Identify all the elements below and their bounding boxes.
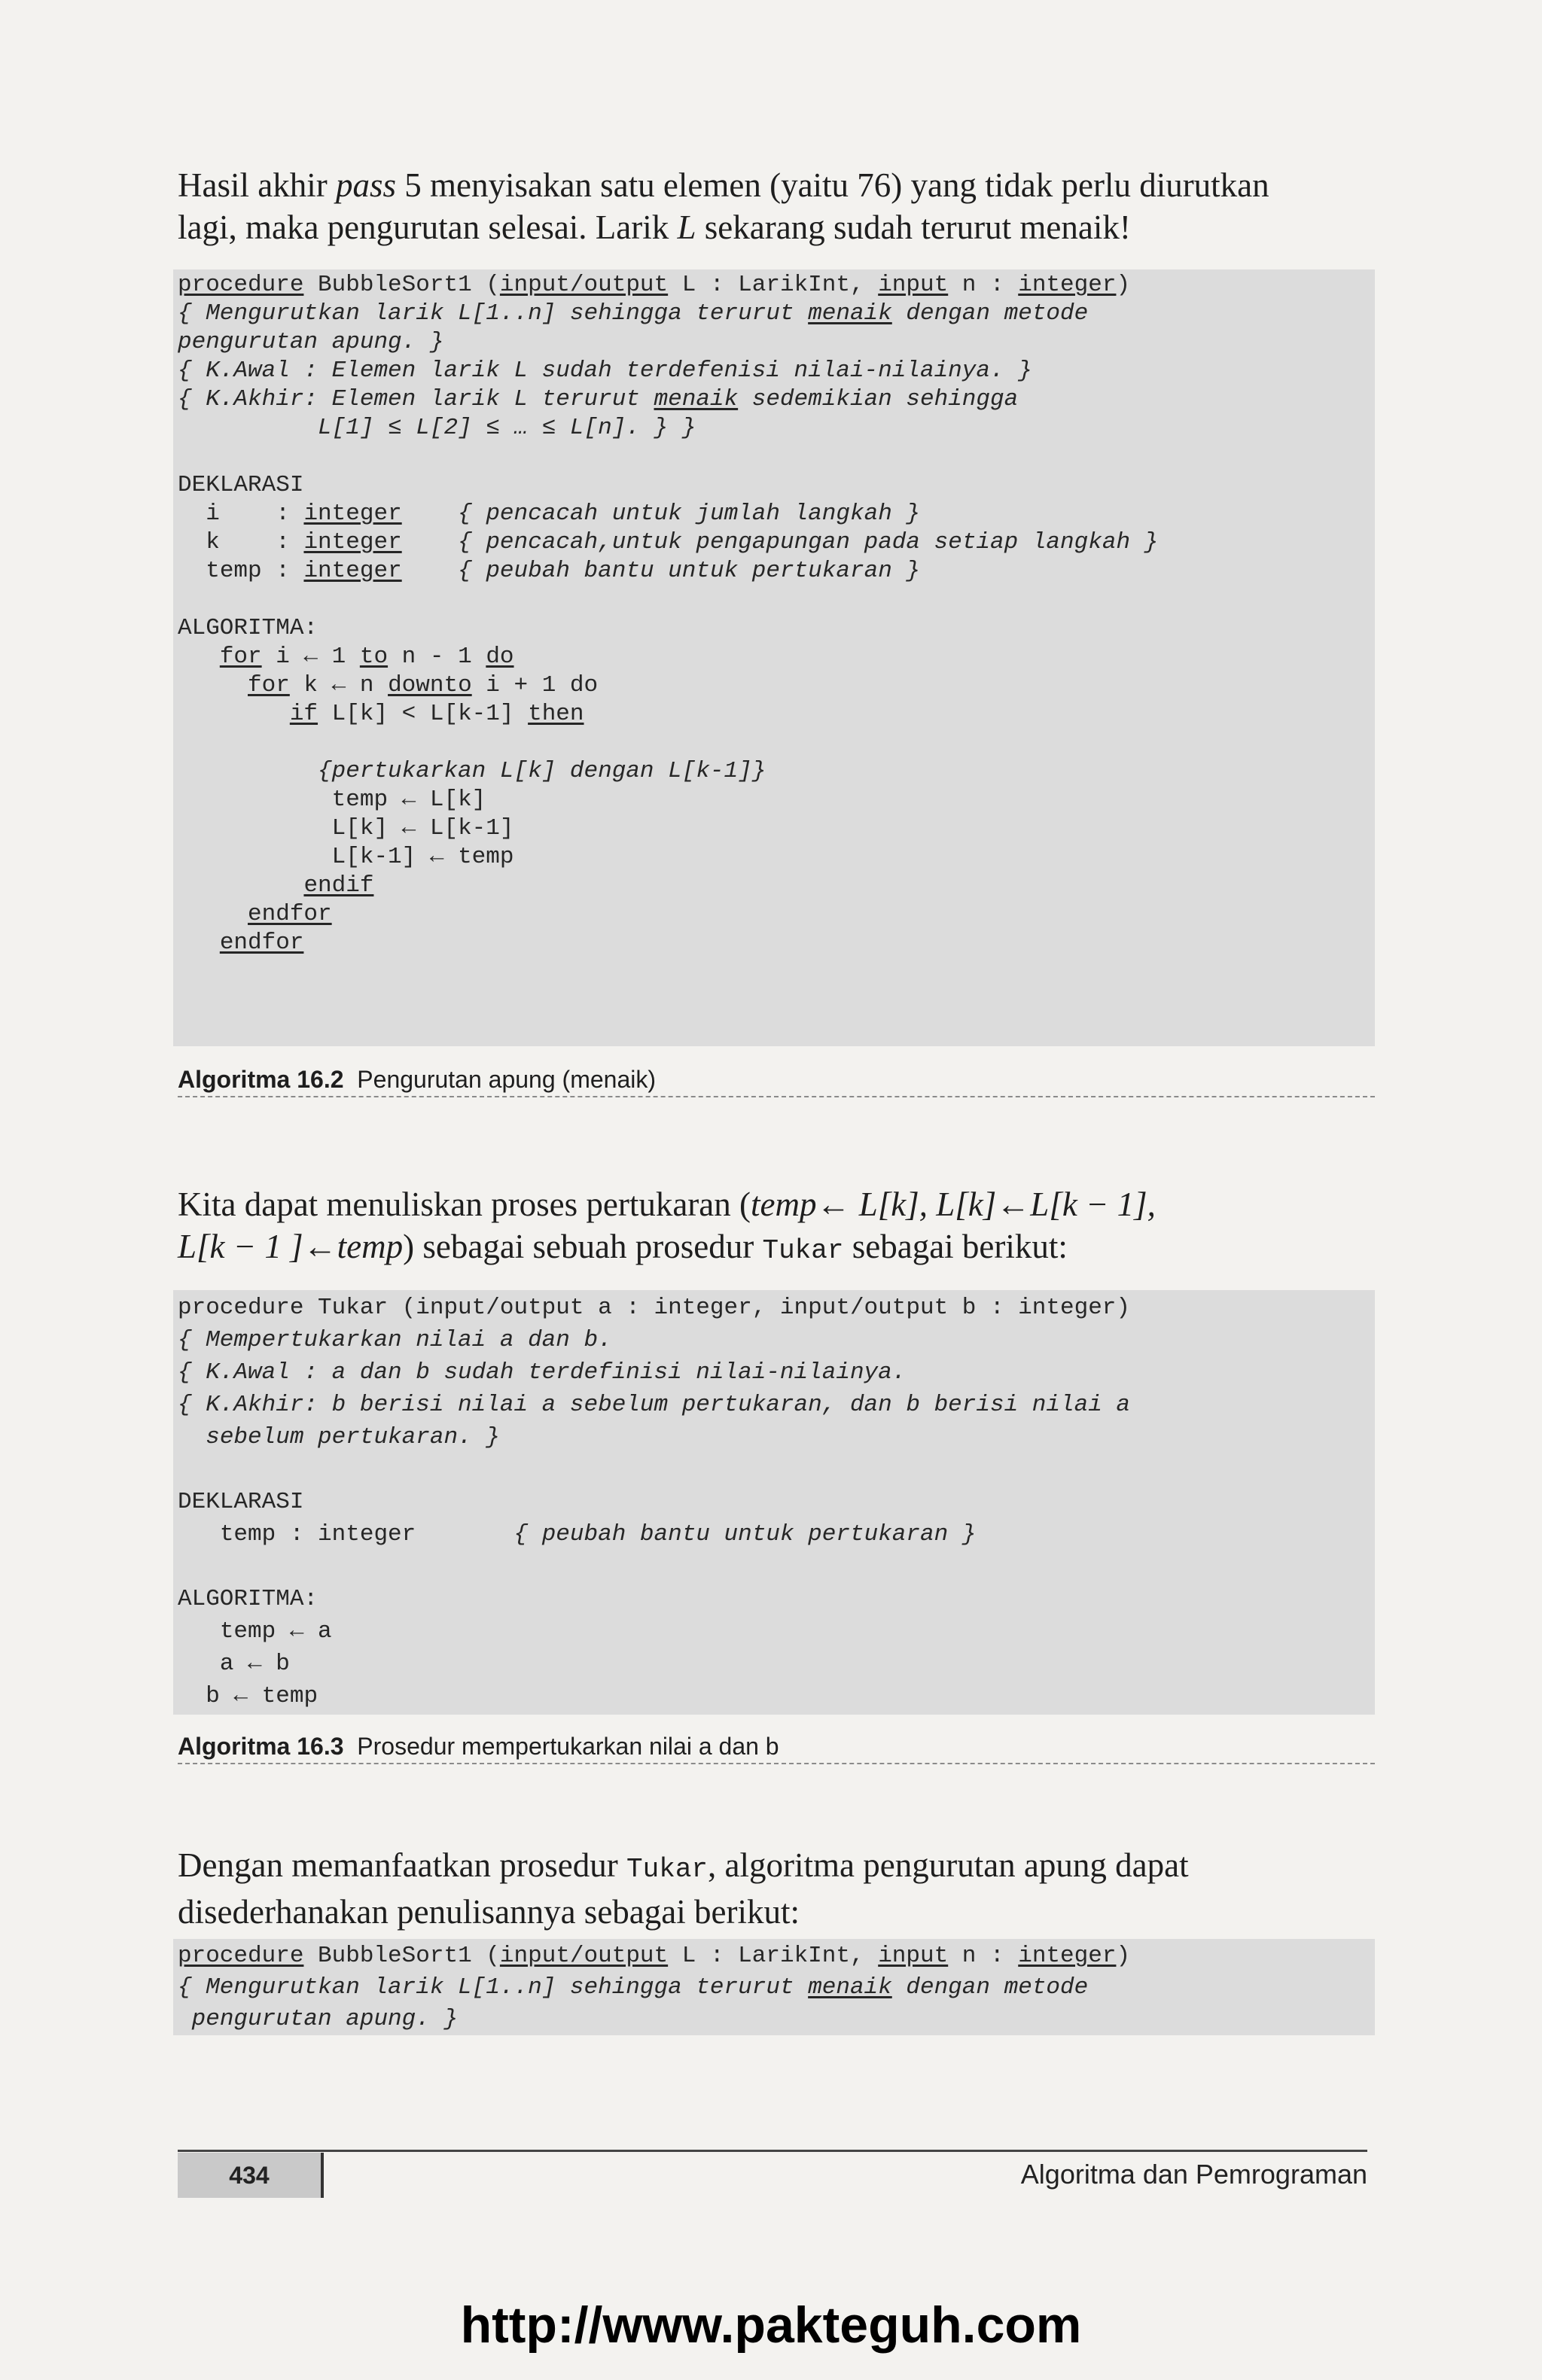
- kw-for: for: [219, 644, 262, 670]
- kw-input-output: input/output: [499, 1943, 669, 1969]
- kw-for: for: [248, 672, 290, 698]
- code-line: L[k-1] ← temp: [331, 844, 514, 870]
- intro-text-L: L: [677, 208, 696, 246]
- var-type: integer: [303, 529, 402, 555]
- kw-endfor: endfor: [248, 901, 332, 927]
- code-section-deklarasi: DEKLARASI: [178, 472, 304, 498]
- var-comment: { pencacah untuk jumlah langkah }: [458, 501, 921, 527]
- code-comment: dengan metode: [891, 1974, 1089, 2001]
- caption-algorithm-16-3: [178, 1731, 1375, 1764]
- code-comment: dengan metode: [891, 300, 1089, 327]
- kw-menaik: menaik: [808, 1974, 892, 2001]
- kw-integer: integer: [1018, 272, 1117, 298]
- code-comment: { Mengurutkan larik L[1..n] sehingga terurut: [178, 1974, 809, 2001]
- code-line: b ← temp: [206, 1683, 318, 1709]
- kw-menaik: menaik: [654, 386, 739, 412]
- code-text: k ← n: [289, 672, 389, 698]
- code-line: L[k] ← L[k-1]: [331, 815, 514, 842]
- intro-paragraph: [178, 164, 1367, 248]
- code-text: n - 1: [388, 644, 486, 670]
- code-comment: {pertukarkan L[k] dengan L[k-1]}: [318, 758, 766, 784]
- intro-text-2a: lagi, maka pengurutan selesai. Larik: [178, 208, 678, 246]
- kw-procedure: procedure: [178, 1943, 304, 1969]
- code-text: L : LarikInt,: [668, 1943, 879, 1969]
- code-line: temp ← L[k]: [331, 787, 486, 813]
- mid-text: Kita dapat menuliskan proses pertukaran (: [178, 1185, 751, 1223]
- watermark-url: http://www.pakteguh.com: [460, 2296, 1082, 2354]
- kw-procedure: procedure: [178, 272, 304, 298]
- code-line: a ← b: [219, 1651, 290, 1677]
- code-text: BubbleSort1 (: [303, 272, 500, 298]
- caption-algorithm-16-2: [178, 1064, 1375, 1097]
- intro-text-pass: pass: [335, 166, 396, 204]
- end-paragraph: [178, 1844, 1367, 1933]
- intro-text-1a: Hasil akhir: [178, 166, 336, 204]
- code-line: procedure Tukar (input/output a : integer, input/output b : integer): [178, 1295, 1131, 1321]
- code-comment: { Mempertukarkan nilai a dan b.: [178, 1327, 612, 1353]
- kw-if: if: [289, 701, 318, 727]
- code-comment: { K.Awal : Elemen larik L sudah terdefenisi nilai-nilainya. }: [178, 358, 1032, 384]
- var-name: temp :: [206, 558, 304, 584]
- kw-input-output: input/output: [499, 272, 669, 298]
- kw-downto: downto: [388, 672, 472, 698]
- intro-text-2b: sekarang sudah terurut menaik!: [696, 208, 1131, 246]
- code-text: n :: [948, 272, 1019, 298]
- code-text: ): [1116, 1943, 1131, 1969]
- code-comment: { K.Awal : a dan b sudah terdefinisi nilai-nilainya.: [178, 1359, 907, 1386]
- code-comment: { K.Akhir: Elemen larik L terurut: [178, 386, 654, 412]
- var-declaration: temp : integer: [219, 1521, 416, 1548]
- page-number: 434: [178, 2153, 324, 2198]
- end-text-mono: Tukar: [626, 1854, 709, 1885]
- kw-to: to: [359, 644, 389, 670]
- code-comment: sebelum pertukaran. }: [206, 1424, 500, 1450]
- code-text: L[k] < L[k-1]: [318, 701, 529, 727]
- code-text: L : LarikInt,: [668, 272, 879, 298]
- code-comment: sedemikian sehingga: [738, 386, 1019, 412]
- caption-text: Prosedur mempertukarkan nilai a dan b: [357, 1733, 779, 1760]
- end-text: , algoritma pengurutan apung dapat: [708, 1846, 1189, 1884]
- kw-integer: integer: [1018, 1943, 1117, 1969]
- kw-input: input: [878, 272, 949, 298]
- code-text: n :: [948, 1943, 1019, 1969]
- var-comment: { peubah bantu untuk pertukaran }: [513, 1521, 977, 1548]
- code-section-algoritma: ALGORITMA:: [178, 615, 318, 641]
- caption-text: Pengurutan apung (menaik): [357, 1066, 656, 1093]
- var-type: integer: [303, 501, 402, 527]
- code-text: ): [1116, 272, 1131, 298]
- mid-text: sebagai berikut:: [843, 1228, 1068, 1265]
- mid-text-mono: Tukar: [762, 1235, 844, 1266]
- kw-menaik: menaik: [808, 300, 892, 327]
- code-text: i + 1 do: [471, 672, 599, 698]
- mid-text-italic: L[k − 1 ]←temp: [178, 1228, 404, 1265]
- kw-then: then: [528, 701, 584, 727]
- mid-paragraph: [178, 1183, 1367, 1272]
- caption-label: Algoritma 16.2: [178, 1066, 344, 1093]
- algorithm-16-2-code: [178, 271, 1158, 957]
- var-comment: { peubah bantu untuk pertukaran }: [458, 558, 921, 584]
- code-comment: L[1] ≤ L[2] ≤ … ≤ L[n]. } }: [318, 415, 696, 441]
- code-comment: pengurutan apung. }: [178, 329, 444, 355]
- kw-do: do: [486, 644, 514, 670]
- mid-text: ) sebagai sebuah prosedur: [403, 1228, 763, 1265]
- code-text: i ← 1: [261, 644, 360, 670]
- algorithm-16-3-code: [178, 1292, 1130, 1712]
- running-title: Algoritma dan Pemrograman: [1020, 2159, 1367, 2190]
- intro-text-1b: 5 menyisakan satu elemen (yaitu 76) yang tidak perlu diurutkan: [395, 166, 1269, 204]
- end-text: Dengan memanfaatkan prosedur: [178, 1846, 627, 1884]
- var-type: integer: [303, 558, 402, 584]
- code-text: BubbleSort1 (: [303, 1943, 500, 1969]
- var-name: k :: [206, 529, 304, 555]
- code-line: temp ← a: [219, 1618, 332, 1645]
- var-name: i :: [206, 501, 304, 527]
- end-text: disederhanakan penulisannya sebagai berikut:: [178, 1893, 800, 1931]
- caption-label: Algoritma 16.3: [178, 1733, 344, 1760]
- kw-input: input: [878, 1943, 949, 1969]
- code-comment: { K.Akhir: b berisi nilai a sebelum pertukaran, dan b berisi nilai a: [178, 1392, 1131, 1418]
- code-comment: pengurutan apung. }: [191, 2006, 459, 2032]
- var-comment: { pencacah,untuk pengapungan pada setiap langkah }: [458, 529, 1159, 555]
- code-section-algoritma: ALGORITMA:: [178, 1586, 318, 1612]
- code-comment: { Mengurutkan larik L[1..n] sehingga terurut: [178, 300, 809, 327]
- algorithm-continuation-code: [178, 1940, 1130, 2035]
- kw-endfor: endfor: [219, 930, 304, 956]
- kw-endif: endif: [303, 872, 374, 899]
- code-section-deklarasi: DEKLARASI: [178, 1489, 304, 1515]
- footer-rule: [178, 2150, 1367, 2152]
- mid-text-italic: temp← L[k], L[k]←L[k − 1],: [751, 1185, 1156, 1223]
